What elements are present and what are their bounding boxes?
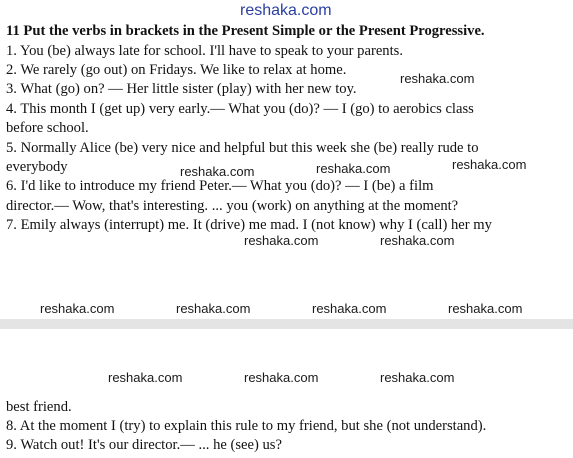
exercise-line: before school. <box>6 120 89 136</box>
exercise-line: 6. I'd like to introduce my friend Peter.— What you (do)? — I (be) a film <box>6 178 434 194</box>
watermark: reshaka.com <box>452 157 527 172</box>
exercise-line: 4. This month I (get up) very early.— What you (do)? — I (go) to aerobics class <box>6 101 474 117</box>
watermark: reshaka.com <box>400 71 475 86</box>
watermark: reshaka.com <box>316 161 391 176</box>
exercise-line: 3. What (go) on? — Her little sister (play) with her new toy. <box>6 81 357 97</box>
page-gap-divider <box>0 319 573 329</box>
exercise-line: 5. Normally Alice (be) very nice and helpful but this week she (be) really rude to <box>6 140 479 156</box>
watermark: reshaka.com <box>312 301 387 316</box>
exercise-line: 1. You (be) always late for school. I'll have to speak to your parents. <box>6 43 403 59</box>
watermark: reshaka.com <box>244 370 319 385</box>
exercise-line: best friend. <box>6 399 72 415</box>
watermark: reshaka.com <box>180 164 255 179</box>
exercise-title: 11 Put the verbs in brackets in the Present Simple or the Present Progressive. <box>6 23 485 39</box>
watermark: reshaka.com <box>108 370 183 385</box>
watermark: reshaka.com <box>40 301 115 316</box>
watermark: reshaka.com <box>244 233 319 248</box>
watermark: reshaka.com <box>176 301 251 316</box>
site-watermark-top: reshaka.com <box>240 2 332 19</box>
exercise-line: director.— Wow, that's interesting. ... you (work) on anything at the moment? <box>6 198 459 214</box>
exercise-line: 2. We rarely (go out) on Fridays. We like to relax at home. <box>6 62 347 78</box>
exercise-line: 8. At the moment I (try) to explain this rule to my friend, but she (not understand). <box>6 418 487 434</box>
watermark: reshaka.com <box>380 233 455 248</box>
watermark: reshaka.com <box>380 370 455 385</box>
exercise-line: 7. Emily always (interrupt) me. It (drive) me mad. I (not know) why I (call) her my <box>6 217 492 233</box>
exercise-line: 9. Watch out! It's our director.— ... he (see) us? <box>6 437 282 453</box>
exercise-line: everybody <box>6 159 68 175</box>
watermark: reshaka.com <box>448 301 523 316</box>
